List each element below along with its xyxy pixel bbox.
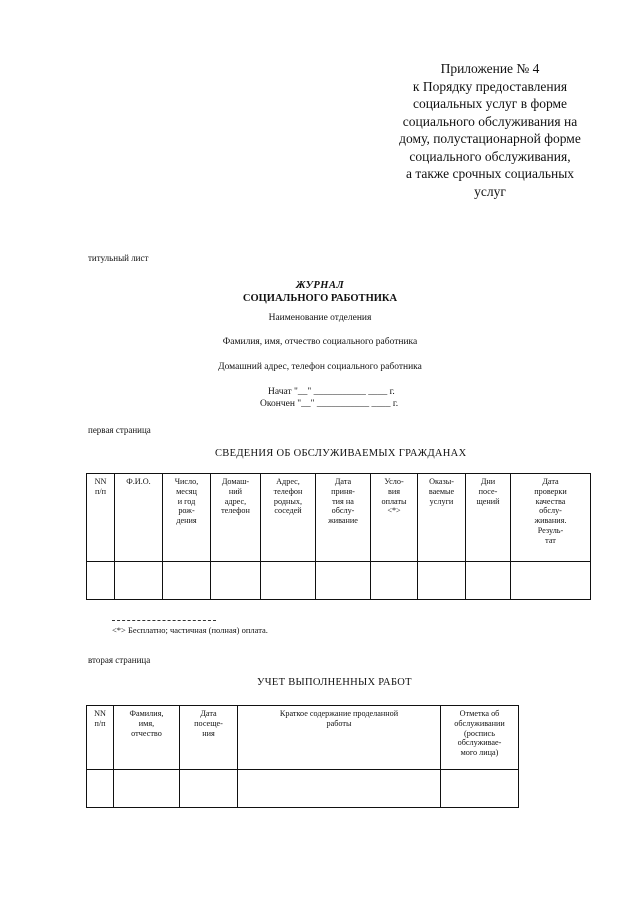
appendix-line: к Порядку предоставления xyxy=(412,78,568,94)
table2-title: УЧЕТ ВЫПОЛНЕННЫХ РАБОТ xyxy=(257,677,412,688)
table1-header-visit-days: Дни посе- щений xyxy=(466,474,511,562)
second-page-label: вторая страница xyxy=(88,655,151,665)
worker-address-field: Домашний адрес, телефон социального работника xyxy=(218,362,422,372)
table1-header-row xyxy=(87,474,591,562)
completed-work-table xyxy=(86,705,519,808)
appendix-line: а также срочных социальных xyxy=(405,166,575,181)
appendix-line: социального обслуживания, xyxy=(409,148,571,164)
served-citizens-table xyxy=(86,473,591,600)
table1-header-number: NN п/п xyxy=(87,474,115,562)
table2-cell xyxy=(441,770,519,808)
table2-header-visit-date: Дата посеще- ния xyxy=(180,706,238,770)
table2-cell xyxy=(87,770,114,808)
table1-cell xyxy=(261,562,316,600)
table1-cell xyxy=(115,562,163,600)
table1-cell xyxy=(211,562,261,600)
table1-header-home-address: Домаш- ний адрес, телефон xyxy=(211,474,261,562)
footnote-text: <*> Бесплатно; частичная (полная) оплата. xyxy=(112,625,268,635)
table1-title: СВЕДЕНИЯ ОБ ОБСЛУЖИВАЕМЫХ ГРАЖДАНАХ xyxy=(215,448,467,459)
table2-header-service-mark: Отметка об обслуживании (роспись обслуживае- мого лица) xyxy=(441,706,519,770)
title-page-label: титульный лист xyxy=(88,253,149,263)
table1-header-payment-terms: Усло- вия оплаты <*> xyxy=(371,474,418,562)
table2-cell xyxy=(180,770,238,808)
table1-header-quality-check: Дата проверки качества обслу- живания. Резуль- тат xyxy=(511,474,591,562)
table2-header-number: NN п/п xyxy=(87,706,114,770)
table1-cell xyxy=(466,562,511,600)
table2-empty-row xyxy=(87,770,519,808)
journal-title-line2: СОЦИАЛЬНОГО РАБОТНИКА xyxy=(242,293,398,304)
table1-empty-row xyxy=(87,562,591,600)
table2-cell xyxy=(238,770,441,808)
appendix-line: Приложение № 4 xyxy=(440,61,540,76)
department-field: Наименование отделения xyxy=(268,313,372,323)
table2-header-row xyxy=(87,706,519,770)
journal-title-line1: ЖУРНАЛ xyxy=(295,280,345,291)
table1-cell xyxy=(163,562,211,600)
appendix-line: социального обслуживания на xyxy=(402,113,578,129)
worker-name-field: Фамилия, имя, отчество социального работника xyxy=(222,337,418,347)
journal-title xyxy=(150,279,490,305)
table1-header-fio: Ф.И.О. xyxy=(115,474,163,562)
table2-cell xyxy=(114,770,180,808)
started-date-field: Начат "__" ___________ ____ г. xyxy=(268,387,395,397)
table1-header-acceptance-date: Дата приня- тия на обслу- живание xyxy=(316,474,371,562)
appendix-line: социальных услуг в форме xyxy=(412,96,568,111)
table1-header-birthdate: Число, месяц и год рож- дения xyxy=(163,474,211,562)
table1-cell xyxy=(511,562,591,600)
table1-header-relatives: Адрес, телефон родных, соседей xyxy=(261,474,316,562)
appendix-line: услуг xyxy=(474,183,506,199)
table1-cell xyxy=(371,562,418,600)
footnote-rule xyxy=(112,620,216,621)
table1-header-services: Оказы- ваемые услуги xyxy=(418,474,466,562)
table2-header-fio: Фамилия, имя, отчество xyxy=(114,706,180,770)
table1-cell xyxy=(87,562,115,600)
ended-date-field: Окончен "__" ___________ ____ г. xyxy=(260,399,399,409)
table2-header-work-summary: Краткое содержание проделанной работы xyxy=(238,706,441,770)
table1-cell xyxy=(418,562,466,600)
first-page-label: первая страница xyxy=(88,425,151,435)
table1-cell xyxy=(316,562,371,600)
appendix-line: дому, полустационарной форме xyxy=(399,131,581,146)
appendix-header xyxy=(380,60,600,200)
